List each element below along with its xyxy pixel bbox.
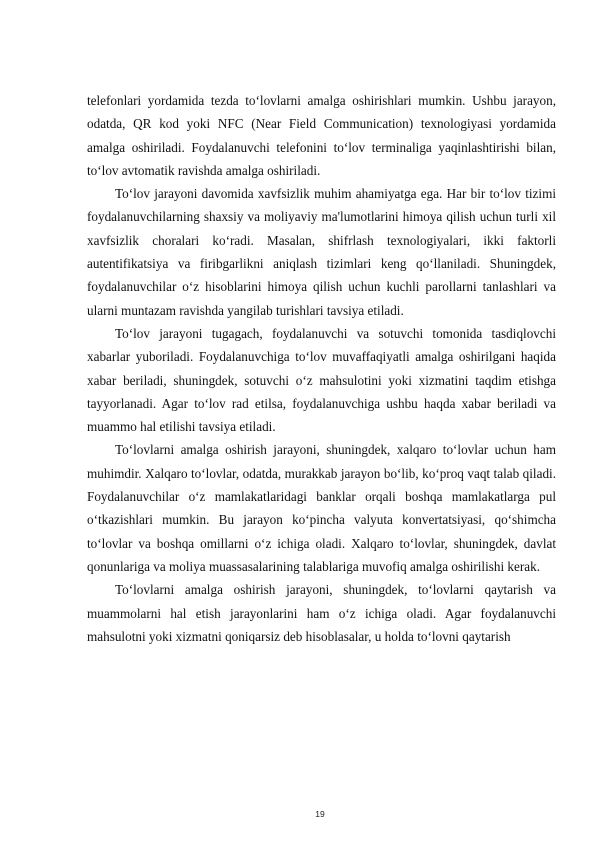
- paragraph-refunds: To‘lovlarni amalga oshirish jarayoni, shuningdek, to‘lovlarni qaytarish va muammolarni hal etish jarayonlarini ham o‘z ichiga oladi. Agar foydalanuvchi mahsulotni yoki xizmatni qoniqarsiz deb hisoblasalar, u holda to‘lovni qaytarish: [87, 582, 556, 644]
- paragraph-security: To‘lov jarayoni davomida xavfsizlik muhim ahamiyatga ega. Har bir to‘lov tizimi foydalanuvchilarning shaxsiy va moliyaviy ma'lumotlarini himoya qilish uchun turli xil xavfsizlik choralari ko‘radi. Masalan, shifrlash texnologiyalari, ikki faktorli autentifikatsiya va firibgarlikni aniqlash tizimlari keng qo‘llaniladi. Shuningdek, foydalanuvchilar o‘z hisoblarini himoya qilish uchun kuchli parollarni tanlashlari va ularni muntazam ravishda yangilab turishlari tavsiya etiladi.: [87, 186, 556, 318]
- paragraph-continuation: telefonlari yordamida tezda to‘lovlarni amalga oshirishlari mumkin. Ushbu jarayon, odatda, QR kod yoki NFC (Near Field Communication) texnologiyasi yordamida amalga oshiriladi. Foydalanuvchi telefonini to‘lov terminaliga yaqinlashtirishi bilan, to‘lov avtomatik ravishda amalga oshiriladi.: [87, 93, 556, 178]
- paragraph-confirmation: To‘lov jarayoni tugagach, foydalanuvchi va sotuvchi tomonida tasdiqlovchi xabarlar yuboriladi. Foydalanuvchiga to‘lov muvaffaqiyatli amalga oshirilgani haqida xabar beriladi, shuningdek, sotuvchi o‘z mahsulotini yoki xizmatini taqdim etishga tayyorlanadi. Agar to‘lov rad etilsa, foydalanuvchiga ushbu haqda xabar beriladi va muammo hal etilishi tavsiya etiladi.: [87, 325, 556, 435]
- paragraph-international: To‘lovlarni amalga oshirish jarayoni, shuningdek, xalqaro to‘lovlar uchun ham muhimdir. Xalqaro to‘lovlar, odatda, murakkab jarayon bo‘lib, ko‘proq vaqt talab qiladi. Foydalanuvchilar o‘z mamlakatlaridagi banklar orqali boshqa mamlakatlarga pul o‘tkazishlari mumkin. Bu jarayon ko‘pincha valyuta konvertatsiyasi, qo‘shimcha to‘lovlar va boshqa omillarni o‘z ichiga oladi. Xalqaro to‘lovlar, shuningdek, davlat qonunlariga va moliya muassasalarining talablariga muvofiq amalga oshirilishi kerak.: [87, 442, 556, 574]
- body-text: [87, 89, 556, 648]
- page-number: 19: [315, 809, 325, 819]
